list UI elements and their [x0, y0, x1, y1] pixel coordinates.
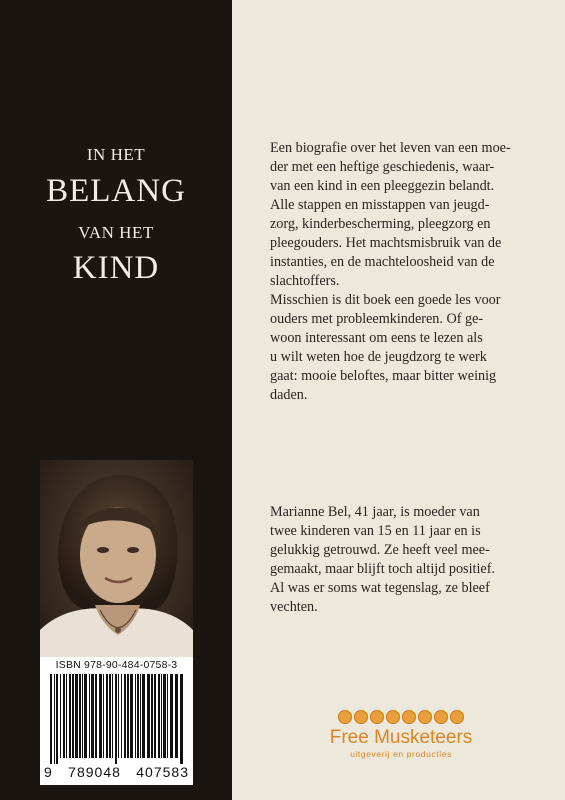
book-icon [370, 710, 384, 724]
barcode-bar [140, 674, 141, 758]
barcode-digits-left: 789048 [68, 764, 121, 780]
bio-paragraph: Marianne Bel, 41 jaar, is moeder van twee kinderen van 15 en 11 jaar en is gelukkig getrouwd. Ze heeft veel mee- gemaakt, maar blijft toch altijd positief. Al was er soms wat tegenslag, ze bleef vechten. [270, 504, 495, 615]
barcode-bar [99, 674, 102, 758]
barcode-bar [79, 674, 81, 758]
barcode-digit-lead: 9 [44, 764, 53, 780]
barcode-bar [109, 674, 111, 758]
barcode-bar [63, 674, 65, 758]
book-icon [354, 710, 368, 724]
barcode-bar [151, 674, 153, 758]
barcode-bar [69, 674, 71, 758]
barcode-bar [137, 674, 139, 758]
book-icon [418, 710, 432, 724]
barcode-bar [118, 674, 119, 758]
barcode-digits [40, 764, 193, 780]
barcode-bar [72, 674, 74, 758]
barcode-bar [115, 674, 117, 764]
barcode-bar [135, 674, 136, 758]
title-line-1: IN HET [86, 145, 146, 164]
barcode-bar [66, 674, 67, 758]
barcode-bar [127, 674, 129, 758]
book-icon [450, 710, 464, 724]
book-icon [338, 710, 352, 724]
barcode-bars [44, 674, 189, 764]
barcode-bar [84, 674, 87, 758]
barcode-bar [50, 674, 52, 764]
barcode-bar [112, 674, 113, 758]
barcode-area [40, 657, 193, 785]
barcode-bar [60, 674, 61, 758]
barcode-bar [175, 674, 178, 758]
isbn-label: ISBN 978-90-484-0758-3 [55, 659, 178, 671]
barcode-bar [56, 674, 58, 764]
book-icon [402, 710, 416, 724]
barcode-bar [170, 674, 173, 758]
blurb-paragraph-2: Misschien is dit boek een goede les voor ouders met probleemkinderen. Of ge- woon interessant om eens te lezen als u wilt weten hoe de jeugdzorg te werk gaat: mooie beloftes, maar bitter weinig daden. [270, 292, 501, 403]
barcode-bar [147, 674, 150, 758]
barcode-bar [163, 674, 166, 758]
barcode-bar [121, 674, 122, 758]
barcode-bar [54, 674, 55, 764]
barcode-bar [82, 674, 83, 758]
barcode-bar [106, 674, 108, 758]
book-icon [434, 710, 448, 724]
author-bio [270, 503, 527, 617]
barcode-bar [130, 674, 133, 758]
title-line-2: BELANG [46, 173, 186, 209]
publisher-logo [316, 710, 486, 759]
title-line-3: VAN HET [78, 223, 154, 242]
barcode-bar [75, 674, 78, 758]
barcode-bar [180, 674, 183, 764]
barcode-bar [91, 674, 94, 758]
barcode-bar [142, 674, 145, 758]
publisher-tagline: uitgeverij en producties [350, 749, 452, 759]
blurb-paragraph-1: Een biografie over het leven van een moe- der met een heftige geschiedenis, waar- van een kind in een pleeggezin belandt. Alle stappen en misstappen van jeugd- zorg, kinderbescherming, pleegzorg en pleegouders. Het machtsmisbruik van de instanties, en de machteloosheid van de slachtoffers. [270, 140, 511, 289]
barcode-bar [161, 674, 162, 758]
barcode-bar [124, 674, 126, 758]
blurb [270, 139, 527, 405]
title-line-4: KIND [72, 250, 160, 286]
barcode-bar [154, 674, 156, 758]
author-photo [40, 460, 193, 657]
book-icon [386, 710, 400, 724]
publisher-icons [316, 710, 486, 724]
barcode-bar [89, 674, 90, 758]
barcode-bar [95, 674, 97, 758]
barcode-bar [103, 674, 104, 758]
publisher-name: Free Musketeers [329, 727, 473, 748]
barcode-bar [167, 674, 168, 758]
barcode-bar [158, 674, 160, 758]
barcode-digits-right: 407583 [136, 764, 189, 780]
